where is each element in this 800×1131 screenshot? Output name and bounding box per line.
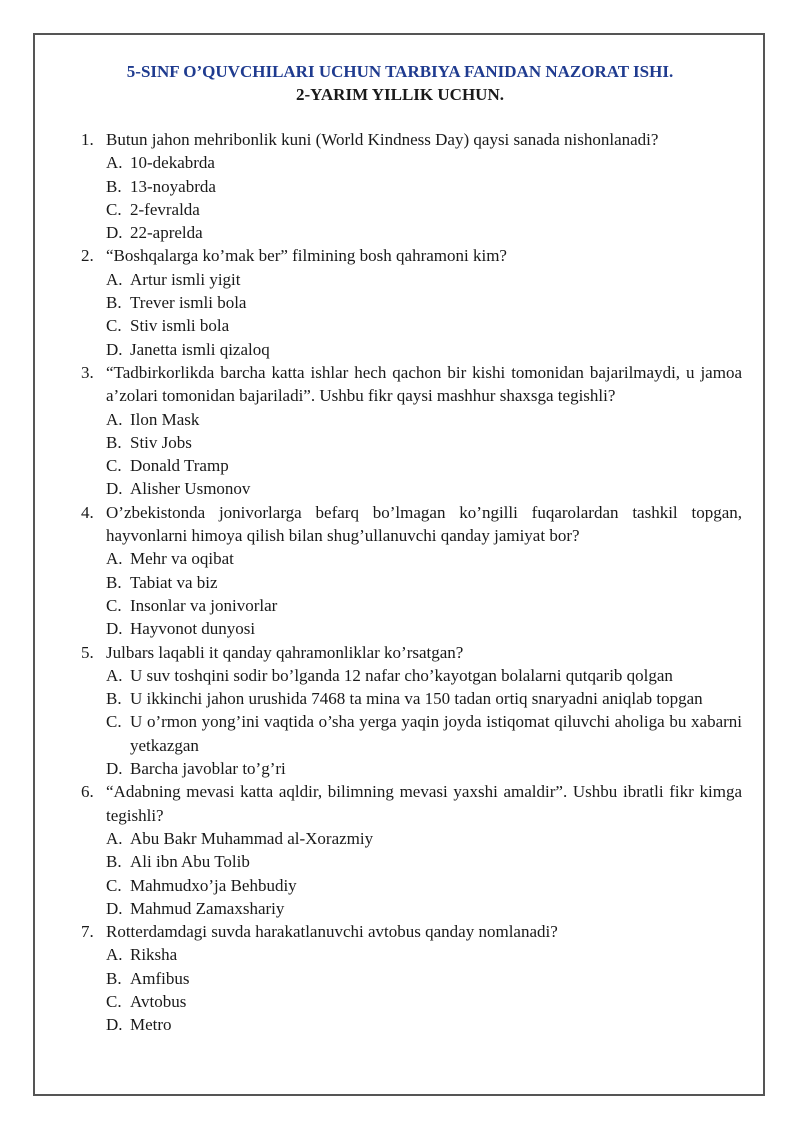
option-letter: A. [106, 665, 123, 685]
option-text: Donald Tramp [130, 456, 229, 476]
answer-option [106, 990, 742, 1013]
option-letter: D. [106, 223, 123, 243]
question-text: “Adabning mevasi katta aqldir, bilimning mevasi yaxshi amaldir”. Ushbu ibratli fikr kimga tegishli? [106, 782, 742, 825]
option-letter: B. [106, 852, 122, 872]
option-text: Metro [130, 1015, 172, 1035]
option-letter: C. [106, 875, 122, 895]
option-text: Hayvonot dunyosi [130, 619, 256, 639]
option-text: 10-dekabrda [130, 153, 215, 173]
question-number: 2. [81, 246, 94, 266]
answer-option [106, 897, 742, 920]
option-text: Avtobus [130, 991, 187, 1011]
option-letter: B. [106, 432, 122, 452]
answer-options [106, 827, 742, 920]
option-letter: D. [106, 759, 123, 779]
question-number: 5. [81, 642, 94, 662]
option-text: Insonlar va jonivorlar [130, 595, 278, 615]
option-text: Abu Bakr Muhammad al-Xorazmiy [130, 828, 374, 848]
answer-option [106, 175, 742, 198]
option-text: Janetta ismli qizaloq [130, 339, 270, 359]
option-letter: A. [106, 945, 123, 965]
answer-option [106, 1013, 742, 1036]
option-letter: A. [106, 409, 123, 429]
answer-option [106, 710, 742, 757]
answer-option [106, 547, 742, 570]
option-text: Artur ismli yigit [130, 269, 241, 289]
option-text: Barcha javoblar to’g’ri [130, 759, 286, 779]
question-text: Julbars laqabli it qanday qahramonliklar ko’rsatgan? [106, 642, 464, 662]
option-letter: A. [106, 549, 123, 569]
question-text: Butun jahon mehribonlik kuni (World Kindness Day) qaysi sanada nishonlanadi? [106, 130, 659, 149]
option-text: Trever ismli bola [130, 293, 247, 313]
answer-option [106, 198, 742, 221]
document-subtitle: 2-YARIM YILLIK UCHUN. [296, 85, 504, 104]
option-letter: C. [106, 456, 122, 476]
question-number: 1. [81, 130, 94, 149]
option-text: U suv toshqini sodir bo’lganda 12 nafar cho’kayotgan bolalarni qutqarib qolgan [130, 665, 673, 685]
answer-option [106, 664, 742, 687]
question-item [78, 780, 742, 920]
question-item [78, 128, 742, 244]
option-text: Stiv ismli bola [130, 316, 230, 336]
document-title: 5-SINF O’QUVCHILARI UCHUN TARBIYA FANIDAN NAZORAT ISHI. [126, 62, 674, 81]
question-item [78, 501, 742, 641]
question-text: O’zbekistonda jonivorlarga befarq bo’lmagan ko’ngilli fuqarolardan tashkil topgan, hayvonlarni himoya qilish bilan shug’ullanuvchi qanday jamiyat bor? [106, 502, 742, 546]
option-letter: B. [106, 176, 122, 196]
option-text: Alisher Usmonov [130, 479, 251, 499]
option-letter: B. [106, 293, 122, 313]
option-text: Ilon Mask [130, 409, 200, 429]
option-letter: D. [106, 1015, 123, 1035]
question-number: 7. [81, 922, 94, 942]
option-letter: B. [106, 689, 122, 709]
option-text: Mehr va oqibat [130, 549, 234, 569]
answer-option [106, 571, 742, 594]
answer-option [106, 408, 742, 431]
option-letter: A. [106, 828, 123, 848]
option-text: Ali ibn Abu Tolib [130, 852, 250, 872]
answer-option [106, 338, 742, 361]
question-text: Rotterdamdagi suvda harakatlanuvchi avtobus qanday nomlanadi? [106, 922, 558, 942]
answer-options [106, 151, 742, 244]
answer-option [106, 151, 742, 174]
answer-option [106, 687, 742, 710]
option-text: 22-aprelda [130, 223, 203, 243]
option-letter: D. [106, 479, 123, 499]
answer-option [106, 314, 742, 337]
question-item [78, 244, 742, 360]
option-text: Tabiat va biz [130, 572, 218, 592]
question-text: “Tadbirkorlikda barcha katta ishlar hech qachon bir kishi tomonidan bajarilmaydi, u jamoa a’zolari tomonidan bajariladi”. Ushbu fikr qaysi mashhur shaxsga tegishli? [106, 362, 742, 406]
option-letter: D. [106, 898, 123, 918]
answer-option [106, 850, 742, 873]
answer-option [106, 943, 742, 966]
option-letter: C. [106, 199, 122, 219]
question-item [78, 361, 742, 501]
answer-option [106, 221, 742, 244]
option-text: 2-fevralda [130, 199, 200, 219]
question-item [78, 920, 742, 1036]
answer-option [106, 967, 742, 990]
option-text: 13-noyabrda [130, 176, 216, 196]
answer-option [106, 431, 742, 454]
option-text: U o’rmon yong’ini vaqtida o’sha yerga yaqin joyda istiqomat qiluvchi aholiga bu xabarni yetkazgan [130, 712, 742, 755]
option-text: Amfibus [130, 968, 190, 988]
option-text: Stiv Jobs [130, 432, 192, 452]
answer-options [106, 943, 742, 1036]
option-text: Riksha [130, 945, 178, 965]
answer-option [106, 268, 742, 291]
answer-options [106, 664, 742, 780]
option-letter: C. [106, 316, 122, 336]
option-text: Mahmud Zamaxshariy [130, 898, 285, 918]
answer-option [106, 454, 742, 477]
option-letter: B. [106, 572, 122, 592]
answer-options [106, 268, 742, 361]
option-letter: C. [106, 712, 122, 732]
question-number: 3. [81, 362, 94, 382]
answer-option [106, 477, 742, 500]
answer-options [106, 408, 742, 501]
answer-option [106, 291, 742, 314]
answer-option [106, 594, 742, 617]
option-letter: C. [106, 991, 122, 1011]
option-letter: A. [106, 153, 123, 173]
question-text: “Boshqalarga ko’mak ber” filmining bosh qahramoni kim? [106, 246, 507, 266]
option-text: U ikkinchi jahon urushida 7468 ta mina va 150 tadan ortiq snaryadni aniqlab topgan [130, 689, 703, 709]
answer-option [106, 827, 742, 850]
option-text: Mahmudxo’ja Behbudiy [130, 875, 297, 895]
option-letter: D. [106, 339, 123, 359]
option-letter: D. [106, 619, 123, 639]
question-list [78, 128, 742, 1037]
question-item [78, 641, 742, 781]
option-letter: B. [106, 968, 122, 988]
answer-option [106, 757, 742, 780]
answer-option [106, 874, 742, 897]
option-letter: A. [106, 269, 123, 289]
question-number: 4. [81, 502, 94, 522]
answer-option [106, 617, 742, 640]
option-letter: C. [106, 595, 122, 615]
question-number: 6. [81, 782, 94, 802]
answer-options [106, 547, 742, 640]
